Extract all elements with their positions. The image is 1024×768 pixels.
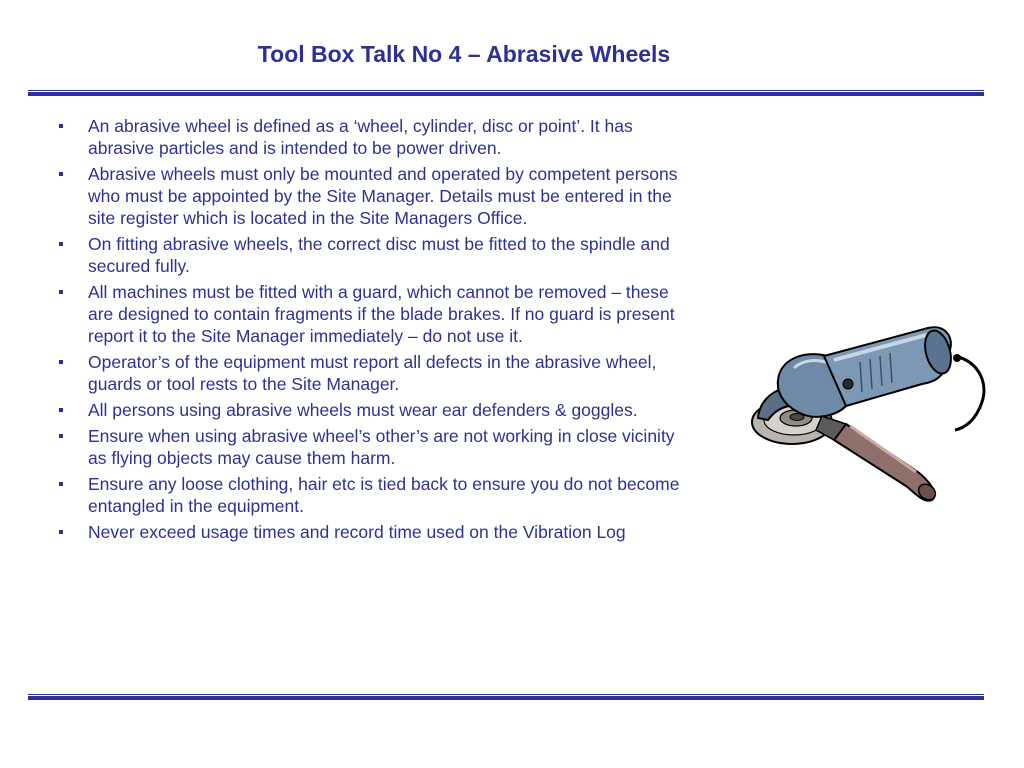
bullet-text: Operator’s of the equipment must report all defects in the abrasive wheel, guards or tool rests to the Site Manager. — [88, 352, 657, 394]
bullet-item — [56, 115, 691, 159]
bullet-text: All persons using abrasive wheels must wear ear defenders & goggles. — [88, 400, 638, 420]
bullet-marker-icon — [59, 360, 63, 364]
bullet-text: An abrasive wheel is defined as a ‘wheel, cylinder, disc or point’. It has abrasive particles and is intended to be power driven. — [88, 116, 633, 158]
bullet-text: On fitting abrasive wheels, the correct disc must be fitted to the spindle and secured fully. — [88, 234, 670, 276]
bullet-text: Ensure any loose clothing, hair etc is tied back to ensure you do not become entangled in the equipment. — [88, 474, 680, 516]
bullet-item — [56, 521, 691, 543]
bullet-text: All machines must be fitted with a guard, which cannot be removed – these are designed to contain fragments if the blade brakes. If no guard is present report it to the Site Manager immediately – do not use it. — [88, 282, 675, 346]
bullet-item — [56, 281, 691, 347]
bullet-item — [56, 399, 691, 421]
bullet-item — [56, 163, 691, 229]
bullet-text: Ensure when using abrasive wheel’s other’s are not working in close vicinity as flying objects may cause them harm. — [88, 426, 675, 468]
slide-title: Tool Box Talk No 4 – Abrasive Wheels — [257, 41, 671, 67]
bottom-divider — [28, 694, 984, 700]
bullet-marker-icon — [59, 124, 63, 128]
bullet-text: Never exceed usage times and record time used on the Vibration Log — [88, 522, 626, 542]
bullet-marker-icon — [59, 530, 63, 534]
bullet-item — [56, 425, 691, 469]
bullet-text: Abrasive wheels must only be mounted and operated by competent persons who must be appointed by the Site Manager. Details must be entered in the site register which is located in the Site Managers Office. — [88, 164, 678, 228]
bullet-marker-icon — [59, 172, 63, 176]
bullet-marker-icon — [59, 242, 63, 246]
angle-grinder-icon — [750, 322, 990, 502]
bullet-item — [56, 351, 691, 395]
bullet-marker-icon — [59, 408, 63, 412]
bullet-marker-icon — [59, 434, 63, 438]
bullet-item — [56, 233, 691, 277]
bullet-list — [56, 115, 691, 547]
bullet-marker-icon — [59, 482, 63, 486]
top-divider — [28, 90, 984, 96]
bullet-marker-icon — [59, 290, 63, 294]
bullet-item — [56, 473, 691, 517]
